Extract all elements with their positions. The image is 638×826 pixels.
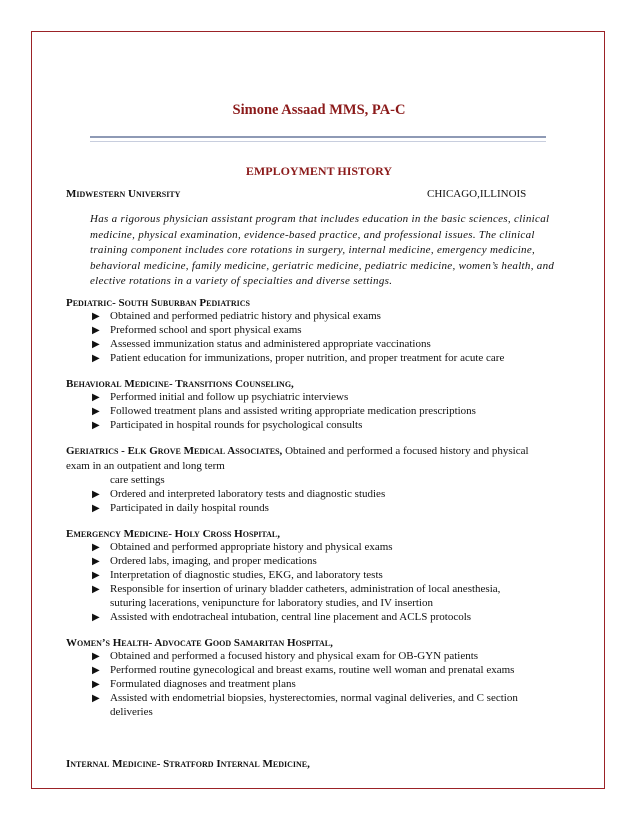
geriatrics-line-3: care settings [110, 474, 165, 486]
bullet-arrow-icon: ▶ [92, 584, 100, 595]
list-item: ▶ Followed treatment plans and assisted writing appropriate medication prescriptions [92, 405, 476, 417]
bullet-arrow-icon: ▶ [92, 339, 100, 350]
list-item: ▶ Obtained and performed a focused history and physical exam for OB-GYN patients [92, 650, 479, 662]
bullet-arrow-icon: ▶ [92, 392, 100, 403]
list-item: ▶ Performed routine gynecological and breast exams, routine well woman and prenatal exams [92, 664, 515, 676]
desc-line: elective rotations in a variety of specialties and diverse settings. [90, 275, 393, 287]
pediatric-heading: Pediatric- South Suburban Pediatrics [66, 297, 250, 309]
list-item: ▶ Assisted with endotracheal intubation, central line placement and ACLS protocols [92, 611, 472, 623]
desc-line: training component includes core rotations in surgery, internal medicine, emergency medicine, [90, 244, 536, 256]
desc-line: medicine, physical examination, evidence-based practice, and professional issues. The clinical [90, 228, 535, 241]
university-heading: Midwestern University [66, 188, 181, 200]
list-item: ▶ Obtained and performed pediatric history and physical exams [92, 310, 381, 322]
list-item-continuation: deliveries [110, 706, 153, 718]
university-description [90, 212, 580, 290]
bullet-arrow-icon: ▶ [92, 353, 100, 364]
list-item: ▶ Performed initial and follow up psychiatric interviews [92, 391, 349, 403]
list-item: ▶ Assisted with endometrial biopsies, hysterectomies, normal vaginal deliveries, and C section [92, 692, 518, 704]
list-item: ▶ Formulated diagnoses and treatment plans [92, 678, 296, 690]
section-title: EMPLOYMENT HISTORY [245, 164, 393, 178]
list-item: ▶ Preformed school and sport physical exams [92, 324, 302, 336]
geriatrics-heading-line [66, 444, 586, 459]
bullet-arrow-icon: ▶ [92, 489, 100, 500]
list-item: ▶ Ordered labs, imaging, and proper medications [92, 555, 317, 567]
list-item: ▶ Participated in hospital rounds for psychological consults [92, 419, 363, 431]
bullet-arrow-icon: ▶ [92, 542, 100, 553]
desc-line: behavioral medicine, family medicine, geriatric medicine, pediatric medicine, women’s health, and [90, 259, 555, 272]
list-item: ▶ Interpretation of diagnostic studies, EKG, and laboratory tests [92, 569, 383, 581]
list-item: ▶ Assessed immunization status and administered appropriate vaccinations [92, 338, 431, 350]
list-item: ▶ Patient education for immunizations, proper nutrition, and proper treatment for acute care [92, 352, 505, 364]
bullet-arrow-icon: ▶ [92, 570, 100, 581]
bullet-arrow-icon: ▶ [92, 679, 100, 690]
geriatrics-inline-text: Obtained and performed a focused history and physical [285, 445, 529, 457]
bullet-arrow-icon: ▶ [92, 406, 100, 417]
geriatrics-heading: Geriatrics - Elk Grove Medical Associates, [66, 445, 283, 457]
bullet-arrow-icon: ▶ [92, 693, 100, 704]
bullet-arrow-icon: ▶ [92, 612, 100, 623]
geriatrics-line-2: exam in an outpatient and long term [66, 460, 225, 472]
internal-medicine-heading: Internal Medicine- Stratford Internal Medicine, [66, 758, 310, 770]
bullet-arrow-icon: ▶ [92, 325, 100, 336]
bullet-arrow-icon: ▶ [92, 665, 100, 676]
bullet-arrow-icon: ▶ [92, 420, 100, 431]
header-divider [90, 136, 546, 142]
bullet-arrow-icon: ▶ [92, 651, 100, 662]
list-item: ▶ Participated in daily hospital rounds [92, 502, 269, 514]
university-location: CHICAGO,ILLINOIS [427, 188, 527, 200]
list-item-continuation: suturing lacerations, venipuncture for laboratory studies, and IV insertion [110, 597, 433, 609]
bullet-arrow-icon: ▶ [92, 503, 100, 514]
list-item: ▶ Obtained and performed appropriate history and physical exams [92, 541, 393, 553]
womens-health-heading: Women’s Health- Advocate Good Samaritan Hospital, [66, 637, 333, 649]
behavioral-heading: Behavioral Medicine- Transitions Counseling, [66, 378, 294, 390]
bullet-arrow-icon: ▶ [92, 311, 100, 322]
list-item: ▶ Responsible for insertion of urinary bladder catheters, administration of local anesthesia, [92, 583, 501, 595]
resume-name: Simone Assaad MMS, PA-C [232, 102, 406, 118]
emergency-heading: Emergency Medicine- Holy Cross Hospital, [66, 528, 281, 540]
list-item: ▶ Ordered and interpreted laboratory tests and diagnostic studies [92, 488, 386, 500]
desc-line: Has a rigorous physician assistant program that includes education in the basic sciences, clinical [90, 213, 550, 225]
bullet-arrow-icon: ▶ [92, 556, 100, 567]
